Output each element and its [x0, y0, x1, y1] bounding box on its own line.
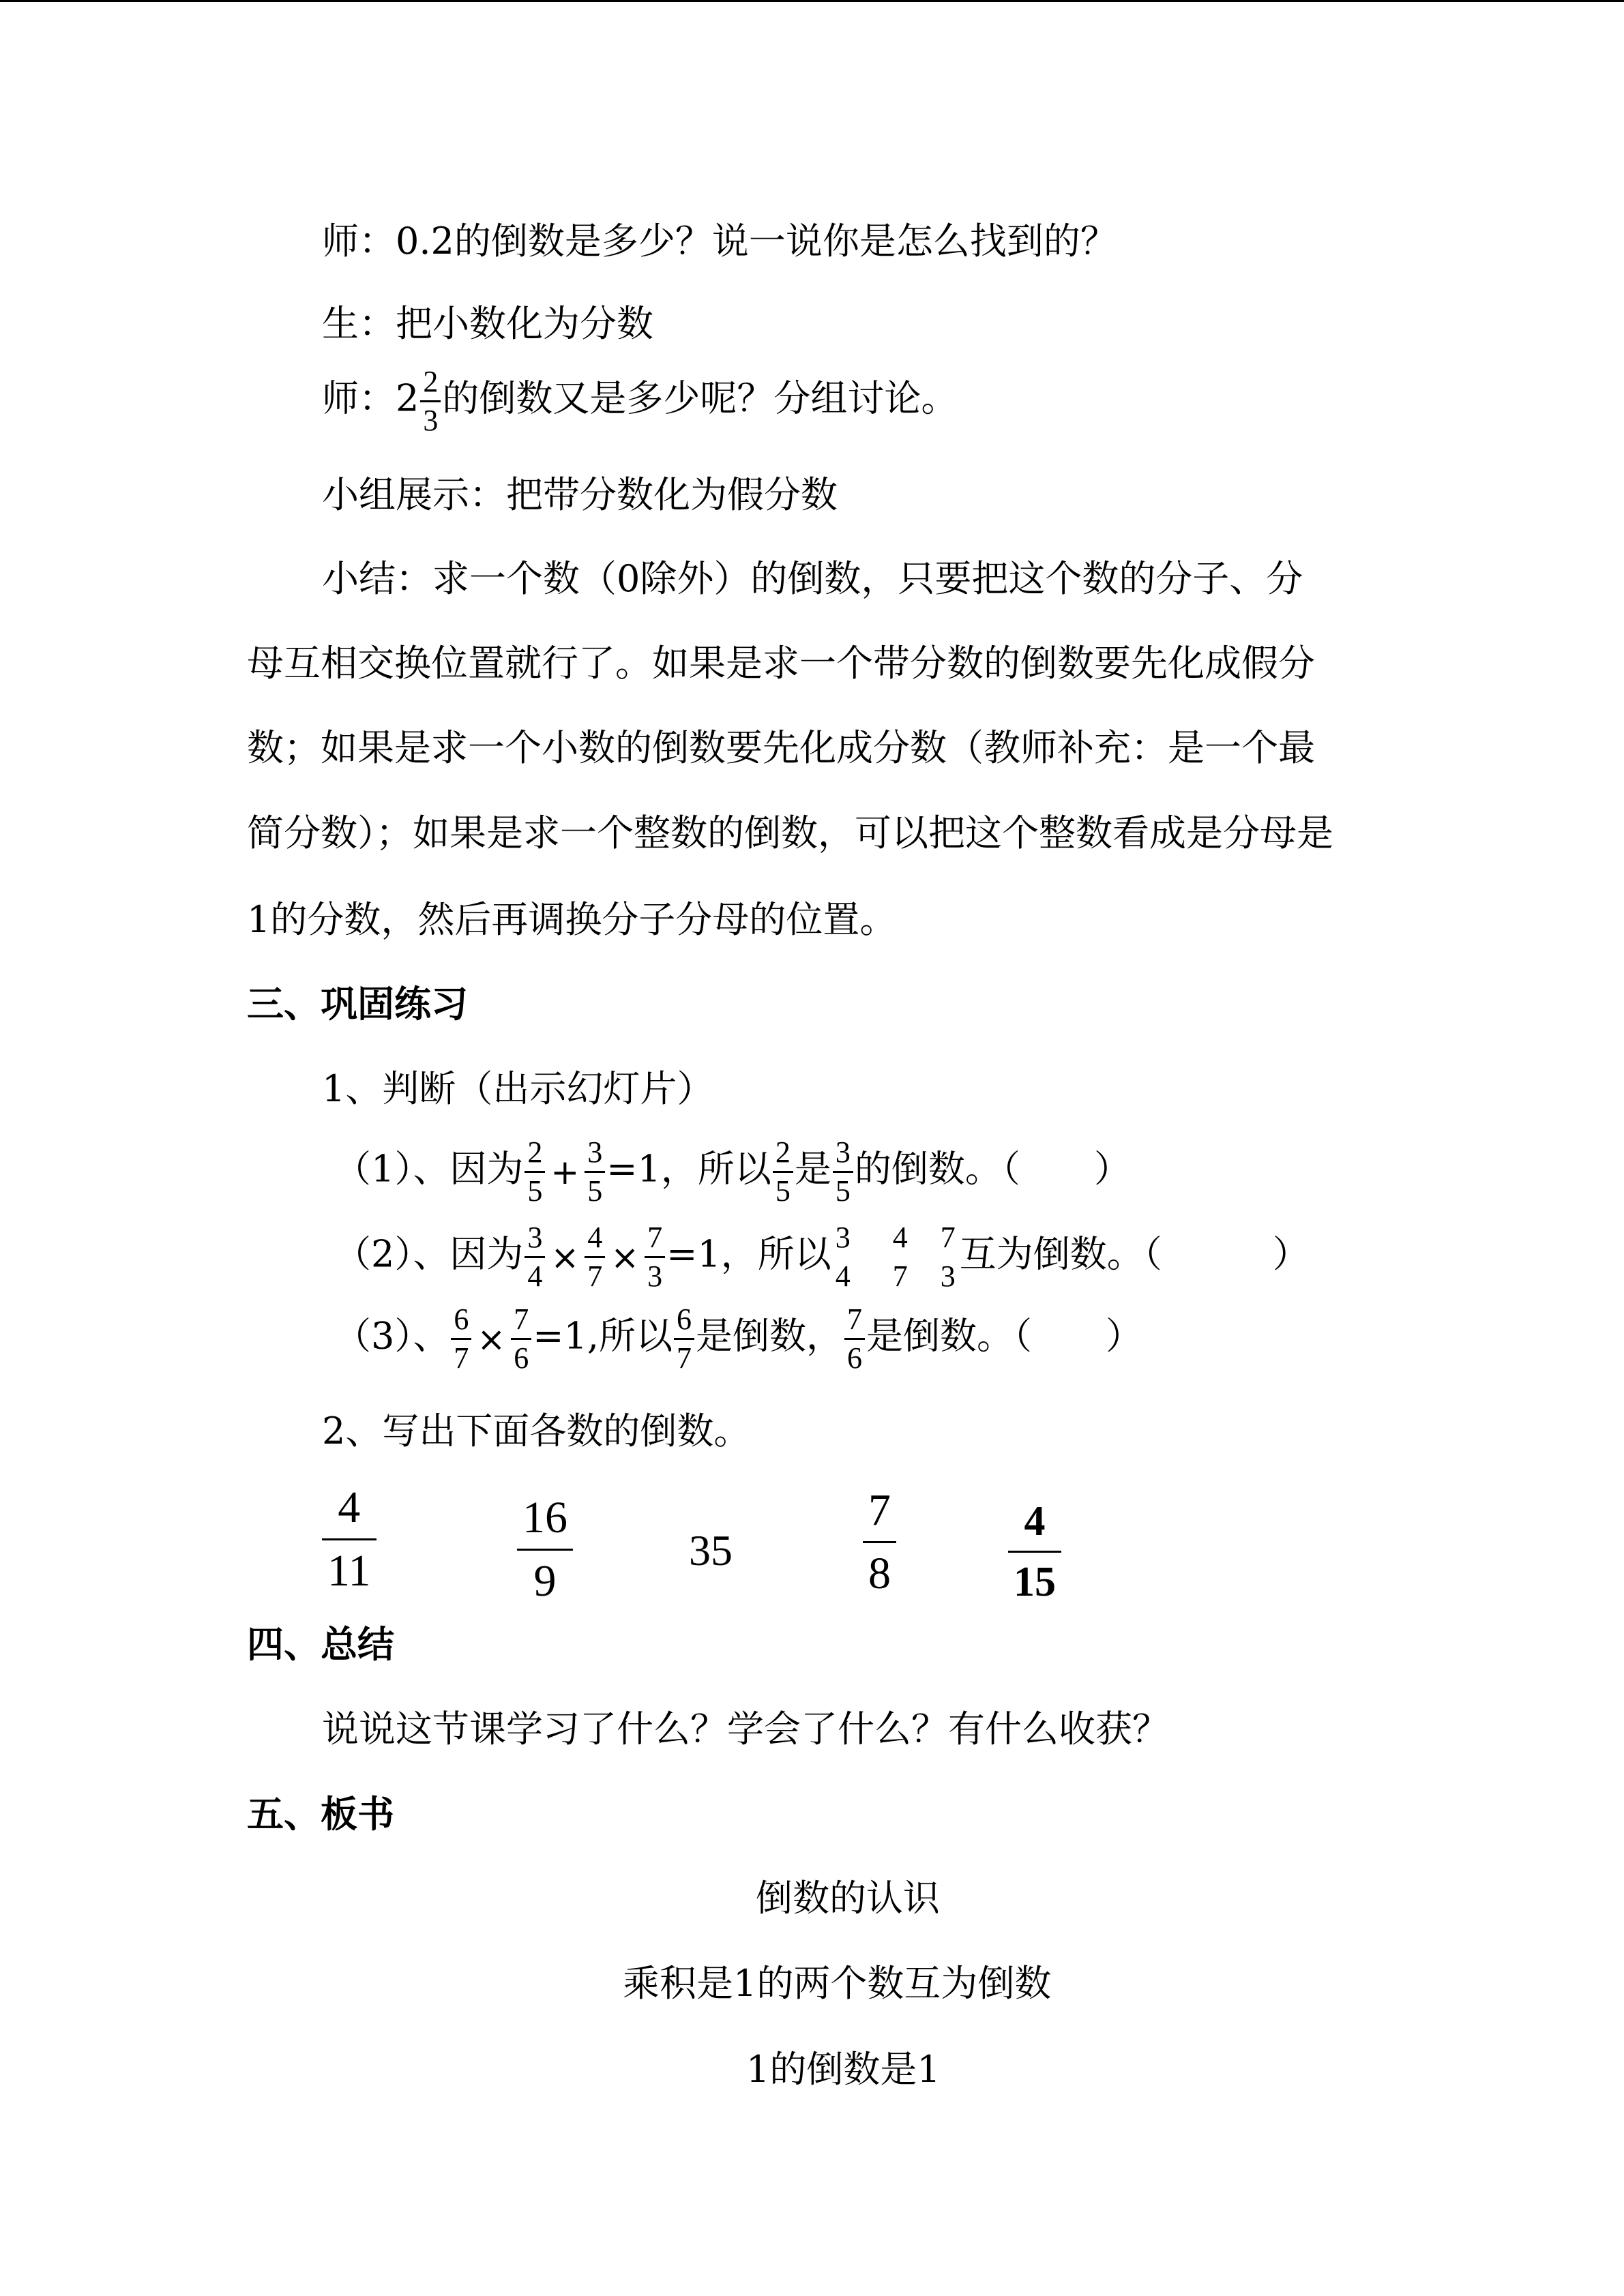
summary-line-2: 母互相交换位置就行了。如果是求一个带分数的倒数要先化成假分 [247, 642, 1315, 685]
numerator: 2 [525, 1137, 545, 1173]
reciprocal-item-1 [322, 1482, 377, 1596]
mid-text: 是倒数， [696, 1314, 844, 1358]
denominator: 4 [835, 1259, 851, 1293]
fraction [525, 1223, 545, 1292]
numerator: 3 [585, 1137, 605, 1173]
fraction [938, 1223, 958, 1292]
fraction [645, 1223, 665, 1292]
numerator: 7 [645, 1223, 665, 1258]
denominator: 5 [587, 1174, 603, 1208]
numerator: 6 [674, 1304, 694, 1340]
student-answer-1: 生：把小数化为分数 [322, 302, 653, 345]
fraction [890, 1223, 911, 1292]
times-sign: × [610, 1237, 640, 1277]
denominator: 15 [1014, 1559, 1056, 1605]
fraction [525, 1137, 545, 1206]
denominator: 3 [940, 1259, 956, 1293]
numerator: 7 [863, 1488, 896, 1543]
section-5-heading: 五、板书 [247, 1792, 394, 1836]
denominator: 6 [847, 1341, 863, 1375]
numerator: 3 [835, 1221, 851, 1254]
fraction [674, 1304, 694, 1373]
reciprocal-item-3: 35 [689, 1526, 733, 1575]
fraction [833, 1137, 853, 1206]
summary-line-1: 小结：求一个数（0除外）的倒数，只要把这个数的分子、分 [322, 557, 1303, 600]
summary-line-3: 数；如果是求一个小数的倒数要先化成分数（教师补充：是一个最 [247, 726, 1315, 769]
fraction [585, 1223, 605, 1292]
fraction-2-3 [420, 367, 441, 436]
denominator: 7 [587, 1259, 603, 1293]
reciprocal-item-5 [1008, 1500, 1061, 1603]
numerator: 7 [844, 1304, 865, 1340]
section-3-heading: 三、巩固练习 [247, 982, 468, 1026]
judgement-3 [334, 1304, 1142, 1373]
numerator: 7 [511, 1304, 531, 1340]
fraction [773, 1137, 793, 1206]
page-top-border [0, 0, 1624, 2]
judgement-2 [334, 1223, 1310, 1292]
numerator: 2 [420, 367, 441, 402]
numerator: 3 [833, 1137, 853, 1173]
denominator: 7 [454, 1341, 469, 1375]
denominator: 7 [892, 1259, 908, 1293]
exercise-2-title: 2、写出下面各数的倒数。 [322, 1410, 751, 1452]
numerator: 4 [585, 1223, 605, 1258]
summary-question: 说说这节课学习了什么？学会了什么？有什么收获？ [322, 1708, 1169, 1750]
denominator: 4 [527, 1259, 543, 1293]
judgement-1-suffix: 的倒数。（ ） [854, 1147, 1131, 1191]
times-sign: × [550, 1237, 580, 1277]
denominator: 3 [423, 404, 439, 437]
board-line-2: 1的倒数是1 [746, 2048, 941, 2091]
judgement-3-suffix: 是倒数。（ ） [866, 1314, 1143, 1358]
denominator: 5 [835, 1174, 851, 1208]
numerator: 4 [322, 1485, 377, 1540]
numerator: 7 [940, 1221, 956, 1254]
judgement-1 [334, 1137, 1131, 1206]
denominator: 5 [775, 1174, 791, 1208]
group-presentation: 小组展示：把带分数化为假分数 [322, 473, 838, 516]
section-4-heading: 四、总结 [247, 1622, 394, 1666]
board-title: 倒数的认识 [756, 1877, 940, 1920]
judgement-3-prefix: （3）、 [334, 1314, 450, 1358]
exercise-1-title: 1、判断（出示幻灯片） [322, 1067, 714, 1110]
denominator: 9 [533, 1556, 557, 1606]
numerator: 2 [773, 1137, 793, 1173]
reciprocal-item-4 [863, 1485, 896, 1598]
numerator: 16 [517, 1495, 573, 1551]
judgement-2-suffix: 互为倒数。（ ） [959, 1232, 1310, 1276]
numerator: 3 [525, 1223, 545, 1258]
fraction [844, 1304, 865, 1373]
fraction [511, 1304, 531, 1373]
teacher-question-1: 师：0.2的倒数是多少？说一说你是怎么找到的？ [322, 220, 1117, 263]
equals-text: =1，所以 [606, 1147, 771, 1191]
fraction [585, 1137, 605, 1206]
denominator: 3 [647, 1259, 663, 1293]
judgement-1-prefix: （1）、因为 [334, 1147, 524, 1191]
judgement-2-prefix: （2）、因为 [334, 1232, 524, 1276]
mid-text: 是 [794, 1147, 831, 1191]
numerator: 6 [451, 1304, 471, 1340]
numerator: 4 [892, 1221, 908, 1254]
fraction [451, 1304, 471, 1373]
teacher-question-2-suffix: 的倒数又是多少呢？分组讨论。 [442, 376, 958, 420]
plus-sign: + [550, 1152, 580, 1192]
denominator: 6 [514, 1341, 529, 1375]
reciprocal-item-2 [517, 1495, 573, 1604]
equals-text: =1,所以 [533, 1314, 673, 1358]
summary-line-5: 1的分数，然后再调换分子分母的位置。 [247, 898, 897, 941]
teacher-question-2-prefix: 师：2 [322, 376, 419, 420]
denominator: 7 [677, 1341, 692, 1375]
equals-text: =1，所以 [666, 1232, 831, 1276]
denominator: 11 [327, 1546, 371, 1596]
fraction [833, 1223, 853, 1292]
denominator: 5 [527, 1174, 543, 1208]
denominator: 8 [868, 1549, 891, 1598]
board-line-1: 乘积是1的两个数互为倒数 [623, 1962, 1052, 2005]
summary-line-4: 简分数）；如果是求一个整数的倒数，可以把这个整数看成是分母是 [247, 811, 1333, 854]
teacher-question-2 [322, 367, 958, 436]
times-sign: × [477, 1319, 506, 1359]
numerator: 4 [1008, 1500, 1061, 1553]
